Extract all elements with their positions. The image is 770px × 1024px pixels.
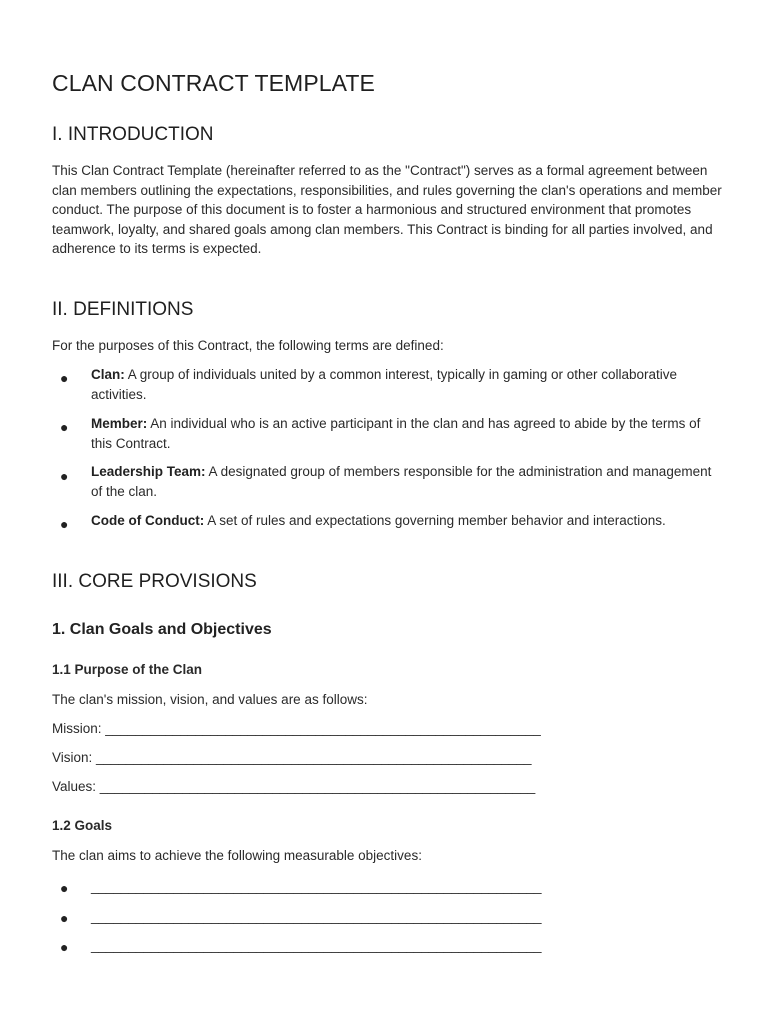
goal-field[interactable]: ____________________________________________________________: [91, 938, 542, 953]
definition-term: Member:: [91, 416, 148, 431]
goals-heading: 1.2 Goals: [52, 818, 113, 833]
vision-field[interactable]: Vision: __________________________________________________________: [52, 750, 532, 765]
purpose-of-clan-heading: 1.1 Purpose of the Clan: [52, 662, 203, 677]
purpose-intro: The clan's mission, vision, and values are as follows:: [52, 692, 368, 707]
bullet-icon: ●: [60, 939, 69, 955]
definition-text: A set of rules and expectations governing member behavior and interactions.: [204, 513, 666, 528]
definition-text: A group of individuals united by a common interest, typically in gaming or other collaborative activities.: [91, 367, 678, 402]
values-field[interactable]: Values: __________________________________________________________: [52, 779, 536, 794]
mission-field[interactable]: Mission: __________________________________________________________: [52, 721, 541, 736]
definition-item-member: [91, 414, 721, 453]
core-provisions-heading: III. CORE PROVISIONS: [52, 571, 257, 592]
bullet-icon: ●: [60, 468, 69, 484]
definition-item-code-of-conduct: [91, 511, 721, 531]
definitions-heading: II. DEFINITIONS: [52, 299, 194, 320]
bullet-icon: ●: [60, 516, 69, 532]
definitions-intro: For the purposes of this Contract, the following terms are defined:: [52, 338, 444, 353]
bullet-icon: ●: [60, 370, 69, 386]
definition-term: Leadership Team:: [91, 464, 206, 479]
document-title: CLAN CONTRACT TEMPLATE: [52, 70, 375, 96]
definition-item-leadership-team: [91, 462, 721, 501]
definition-text: A designated group of members responsible for the administration and management of the clan.: [91, 464, 712, 499]
introduction-paragraph: This Clan Contract Template (hereinafter referred to as the "Contract") serves as a formal agreement between clan members outlining the expectations, responsibilities, and rules governing the clan's operations and member conduct. The purpose of this document is to foster a harmonious and structured environment that promotes teamwork, loyalty, and shared goals among clan members. This Contract is binding for all parties involved, and adherence to its terms is expected.: [52, 163, 722, 257]
goal-field[interactable]: ____________________________________________________________: [91, 909, 542, 924]
bullet-icon: ●: [60, 880, 69, 896]
definition-term: Code of Conduct:: [91, 513, 205, 528]
bullet-icon: ●: [60, 910, 69, 926]
definition-item-clan: [91, 365, 721, 404]
goal-field[interactable]: ____________________________________________________________: [91, 879, 542, 894]
definition-term: Clan:: [91, 367, 125, 382]
goals-intro: The clan aims to achieve the following measurable objectives:: [52, 848, 422, 863]
clan-goals-heading: 1. Clan Goals and Objectives: [52, 621, 272, 638]
bullet-icon: ●: [60, 419, 69, 435]
definition-text: An individual who is an active participant in the clan and has agreed to abide by the terms of this Contract.: [91, 416, 701, 451]
introduction-heading: I. INTRODUCTION: [52, 124, 214, 145]
